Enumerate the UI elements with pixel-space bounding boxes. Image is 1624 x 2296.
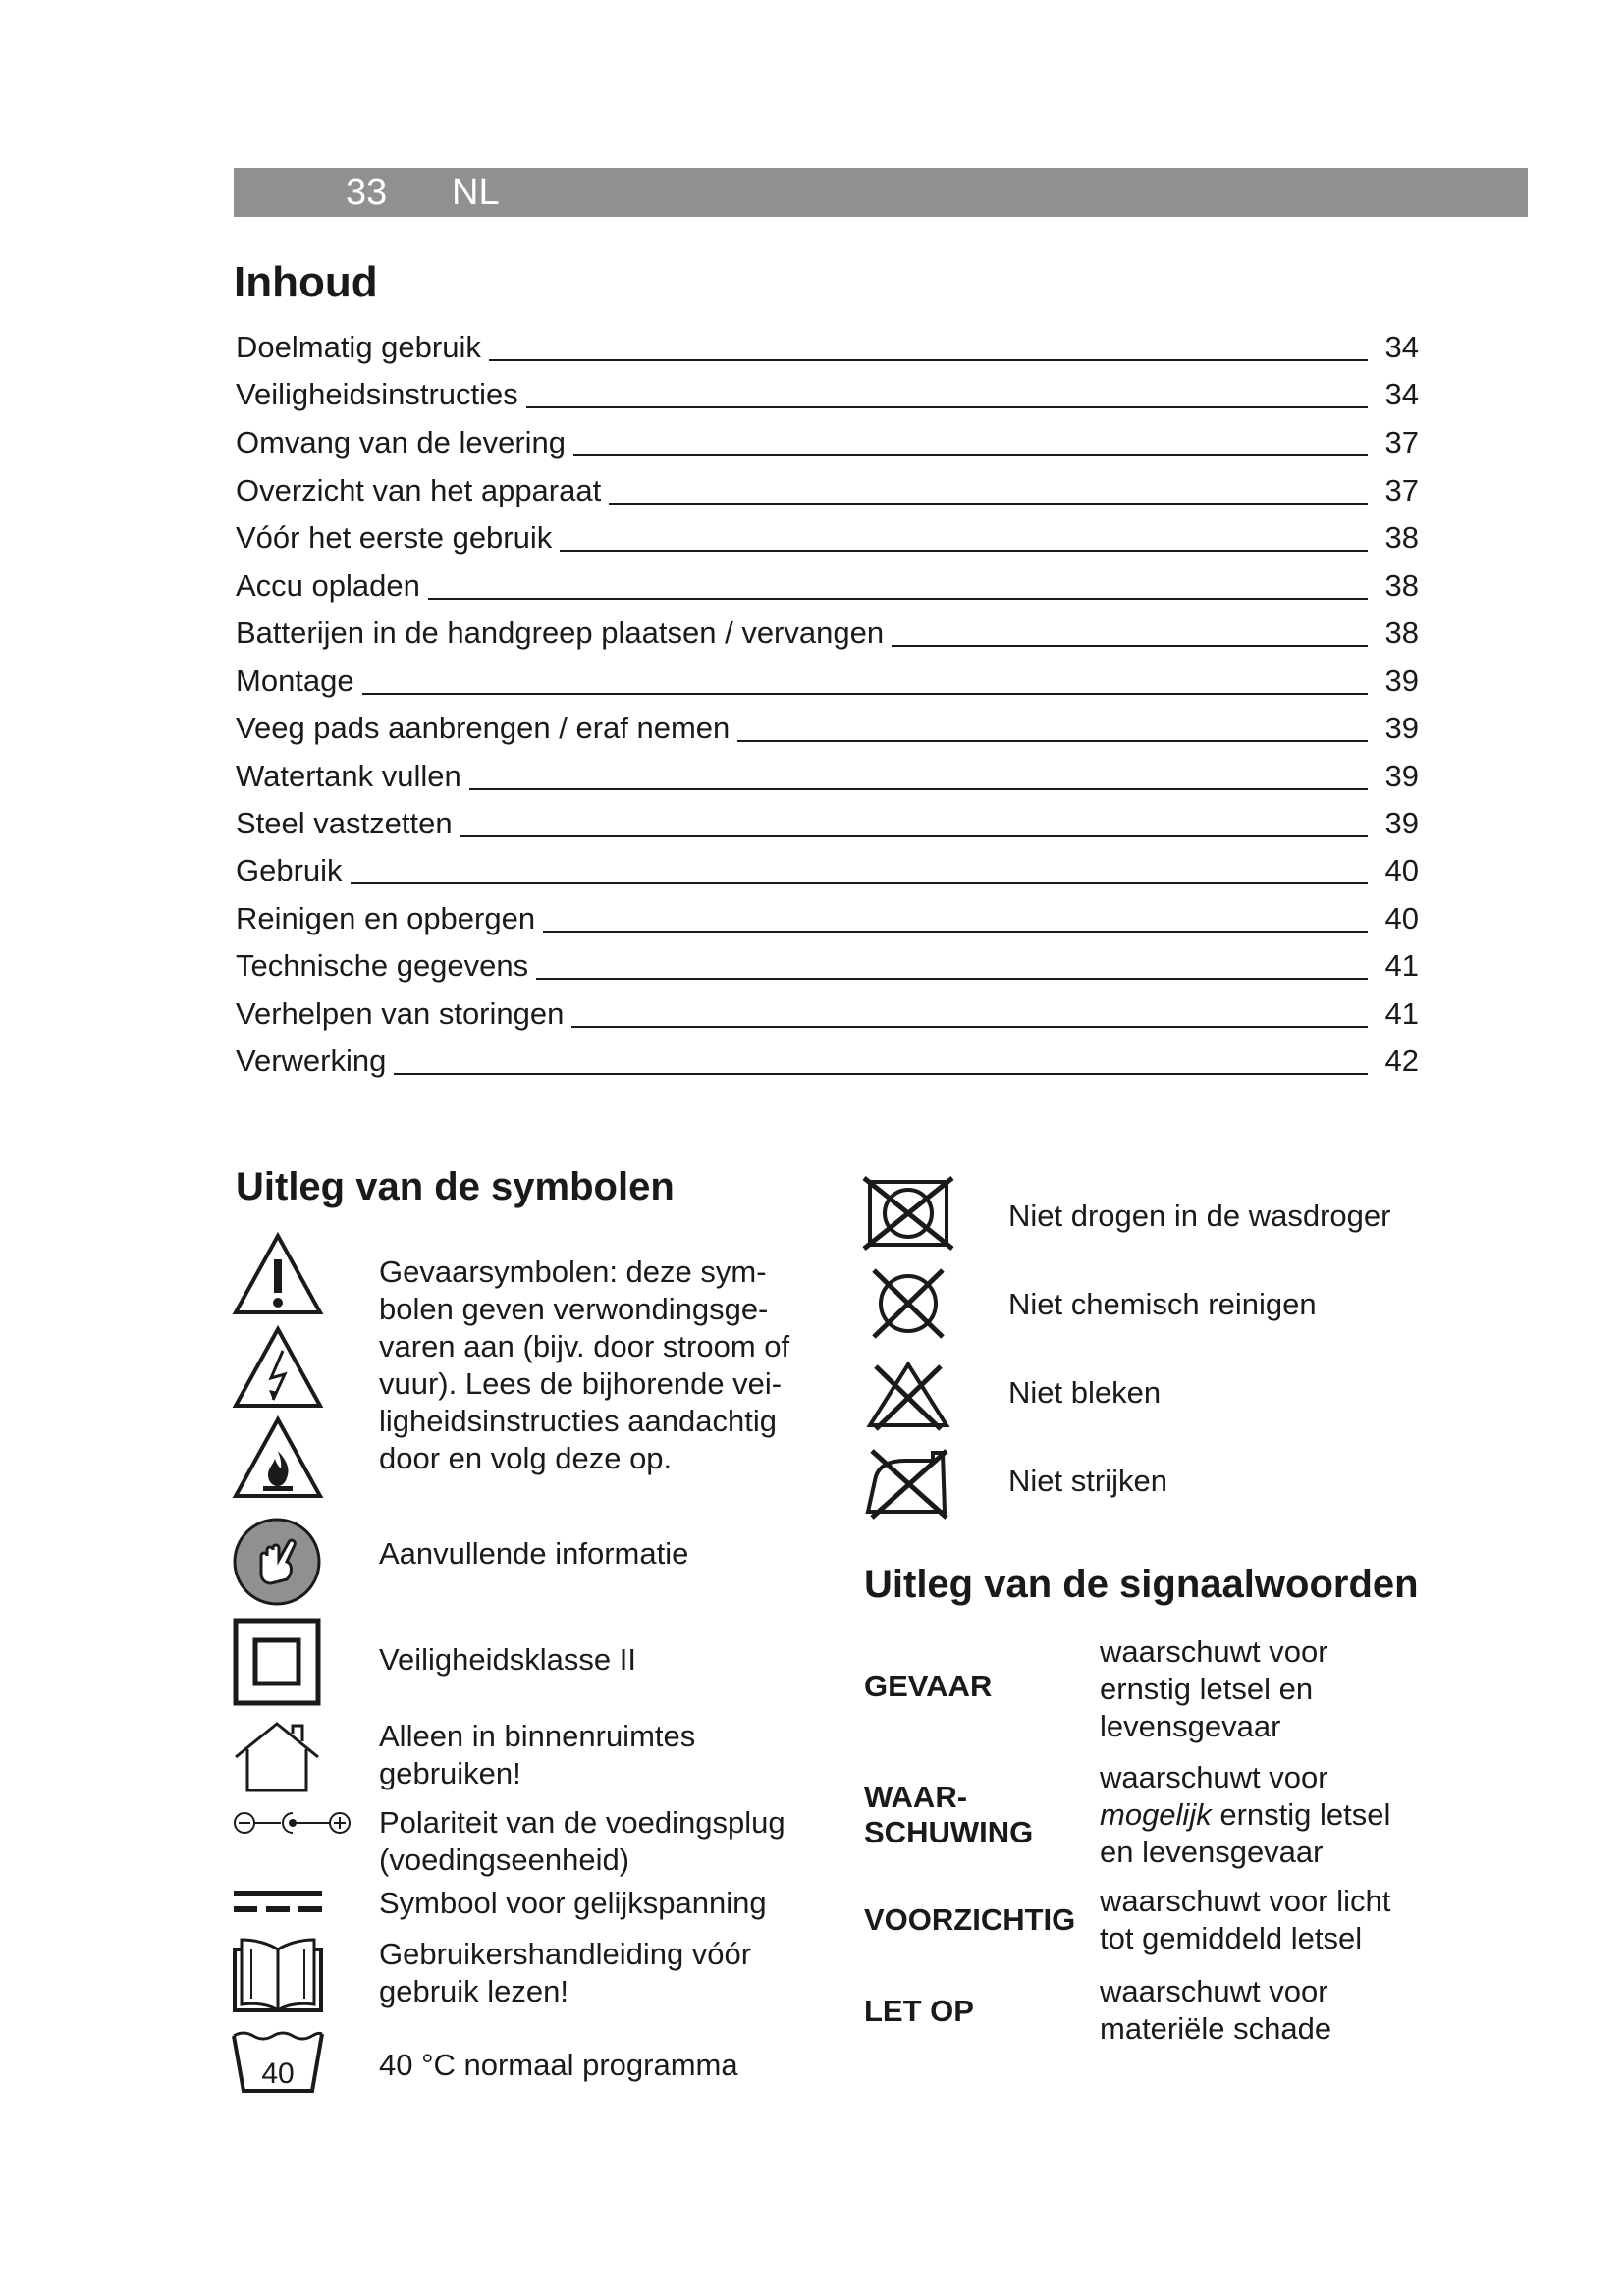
wash-temperature-label: 40 xyxy=(261,2057,295,2090)
signal-desc-warning-emphasis: mogelijk xyxy=(1100,1797,1212,1832)
toc-leader-line xyxy=(469,788,1368,790)
polarity-text: Polariteit van de voedingsplug (voedingseenheid) xyxy=(379,1805,785,1877)
no-iron-text: Niet strijken xyxy=(1008,1464,1167,1498)
toc-entry-label: Overzicht van het apparaat xyxy=(236,473,602,507)
toc-entry-label: Gebruik xyxy=(236,853,343,887)
toc-entry[interactable] xyxy=(236,993,1419,1033)
toc-leader-line xyxy=(351,882,1368,884)
toc-entry-page: 39 xyxy=(1384,664,1419,698)
toc-entry-page: 37 xyxy=(1384,425,1419,459)
toc-entry-page: 39 xyxy=(1384,711,1419,745)
toc-entry-page: 34 xyxy=(1384,377,1419,411)
signal-desc-warning-part2: ernstig letsel en levensgevaar xyxy=(1100,1797,1391,1869)
toc-entry-page: 38 xyxy=(1384,615,1419,650)
wash-40-icon xyxy=(232,2030,324,2095)
toc-leader-line xyxy=(536,978,1368,980)
toc-entry-label: Veiligheidsinstructies xyxy=(236,377,518,411)
toc-leader-line xyxy=(892,645,1368,647)
signal-desc-warning xyxy=(1100,1759,1453,1871)
manual-book-icon xyxy=(232,1936,324,2014)
toc-entry-page: 42 xyxy=(1384,1043,1419,1078)
no-iron-icon xyxy=(862,1445,954,1520)
toc-entry-label: Steel vastzetten xyxy=(236,806,453,840)
toc-entry-page: 37 xyxy=(1384,473,1419,507)
toc-leader-line xyxy=(543,931,1368,933)
fire-hazard-icon xyxy=(232,1415,324,1500)
toc-leader-line xyxy=(394,1073,1368,1075)
toc-entry-label: Doelmatig gebruik xyxy=(236,330,481,364)
toc-entry-label: Omvang van de levering xyxy=(236,425,567,459)
page-header-bar xyxy=(234,168,1528,217)
toc-entry[interactable] xyxy=(236,327,1419,366)
toc-leader-line xyxy=(571,1026,1368,1028)
toc-leader-line xyxy=(737,740,1368,742)
toc-entry[interactable] xyxy=(236,850,1419,889)
toc-entry[interactable] xyxy=(236,374,1419,413)
indoor-only-text: Alleen in binnenruimtes gebruiken! xyxy=(379,1719,696,1790)
toc-entry[interactable] xyxy=(236,803,1419,842)
signal-desc-danger: waarschuwt voor ernstig letsel en levensgevaar xyxy=(1100,1634,1328,1743)
no-bleach-text: Niet bleken xyxy=(1008,1375,1162,1410)
toc-entry-page: 39 xyxy=(1384,806,1419,840)
dc-voltage-text: Symbool voor gelijkspanning xyxy=(379,1886,767,1920)
toc-entry-label: Vóór het eerste gebruik xyxy=(236,520,553,555)
no-bleach-icon xyxy=(862,1357,954,1431)
toc-entry-label: Watertank vullen xyxy=(236,759,461,793)
signal-desc-caution: waarschuwt voor licht tot gemiddeld letsel xyxy=(1100,1884,1391,1955)
signal-words-heading: Uitleg van de signaalwoorden xyxy=(864,1563,1419,1606)
language-code: NL xyxy=(452,172,500,213)
toc-leader-line xyxy=(609,503,1368,505)
signal-term-caution: VOORZICHTIG xyxy=(864,1902,1076,1937)
toc-entry-label: Batterijen in de handgreep plaatsen / vervangen xyxy=(236,615,885,650)
class-ii-icon xyxy=(232,1617,322,1707)
class-ii-text: Veiligheidsklasse II xyxy=(379,1642,636,1677)
toc-entry[interactable] xyxy=(236,1041,1419,1080)
additional-info-text: Aanvullende informatie xyxy=(379,1536,689,1571)
wash-40-text: 40 °C normaal programma xyxy=(379,2048,738,2082)
toc-entry-page: 38 xyxy=(1384,520,1419,555)
toc-entry-label: Montage xyxy=(236,664,354,698)
toc-entry-label: Veeg pads aanbrengen / eraf nemen xyxy=(236,711,731,745)
toc-entry-page: 41 xyxy=(1384,948,1419,983)
electric-shock-icon xyxy=(232,1325,324,1410)
toc-leader-line xyxy=(428,598,1368,600)
signal-desc-notice: waarschuwt voor materiële schade xyxy=(1100,1974,1332,2046)
house-icon xyxy=(232,1720,322,1794)
no-dry-clean-text: Niet chemisch reinigen xyxy=(1008,1287,1317,1321)
toc-entry[interactable] xyxy=(236,708,1419,747)
toc-entry-label: Reinigen en opbergen xyxy=(236,901,536,935)
toc-entry-page: 34 xyxy=(1384,330,1419,364)
toc-entry-page: 39 xyxy=(1384,759,1419,793)
toc-entry-label: Verwerking xyxy=(236,1043,387,1078)
signal-desc-warning-part1: waarschuwt voor xyxy=(1100,1760,1328,1794)
toc-entry[interactable] xyxy=(236,661,1419,700)
symbols-heading: Uitleg van de symbolen xyxy=(236,1165,675,1208)
toc-entry-page: 41 xyxy=(1384,996,1419,1031)
dc-voltage-icon xyxy=(232,1889,324,1916)
signal-term-notice: LET OP xyxy=(864,1994,974,2028)
warning-symbols-text: Gevaarsymbolen: deze sym- bolen geven verwondingsge- varen aan (bijv. door stroom of vuur). Lees de bijhorende vei- ligheidsinstructies aandachtig door en volg deze op. xyxy=(379,1255,790,1475)
toc-leader-line xyxy=(573,454,1368,456)
toc-entry[interactable] xyxy=(236,756,1419,795)
no-tumble-dry-text: Niet drogen in de wasdroger xyxy=(1008,1199,1391,1233)
info-hand-icon xyxy=(232,1517,322,1607)
warning-icon xyxy=(232,1232,324,1316)
toc-entry-label: Technische gegevens xyxy=(236,948,529,983)
manual-text: Gebruikershandleiding vóór gebruik lezen! xyxy=(379,1937,752,2008)
toc-entry-page: 40 xyxy=(1384,901,1419,935)
toc-leader-line xyxy=(526,406,1368,408)
signal-term-danger: GEVAAR xyxy=(864,1669,993,1703)
toc-entry[interactable] xyxy=(236,422,1419,461)
toc-entry[interactable] xyxy=(236,945,1419,985)
toc-entry-label: Accu opladen xyxy=(236,568,420,603)
toc-entry[interactable] xyxy=(236,898,1419,937)
toc-title: Inhoud xyxy=(234,258,378,306)
no-tumble-dry-icon xyxy=(862,1176,954,1251)
toc-leader-line xyxy=(489,359,1368,361)
toc-entry-page: 40 xyxy=(1384,853,1419,887)
toc-entry[interactable] xyxy=(236,517,1419,557)
toc-leader-line xyxy=(560,550,1368,552)
toc-leader-line xyxy=(362,693,1368,695)
signal-term-warning: WAAR- SCHUWING xyxy=(864,1780,1034,1849)
toc-entry[interactable] xyxy=(236,565,1419,605)
toc-entry[interactable] xyxy=(236,613,1419,652)
toc-entry-page: 38 xyxy=(1384,568,1419,603)
page-number: 33 xyxy=(346,172,388,213)
no-dry-clean-icon xyxy=(862,1266,954,1341)
toc-entry[interactable] xyxy=(236,470,1419,509)
polarity-icon xyxy=(232,1810,353,1836)
toc-leader-line xyxy=(460,835,1368,837)
toc-entry-label: Verhelpen van storingen xyxy=(236,996,565,1031)
